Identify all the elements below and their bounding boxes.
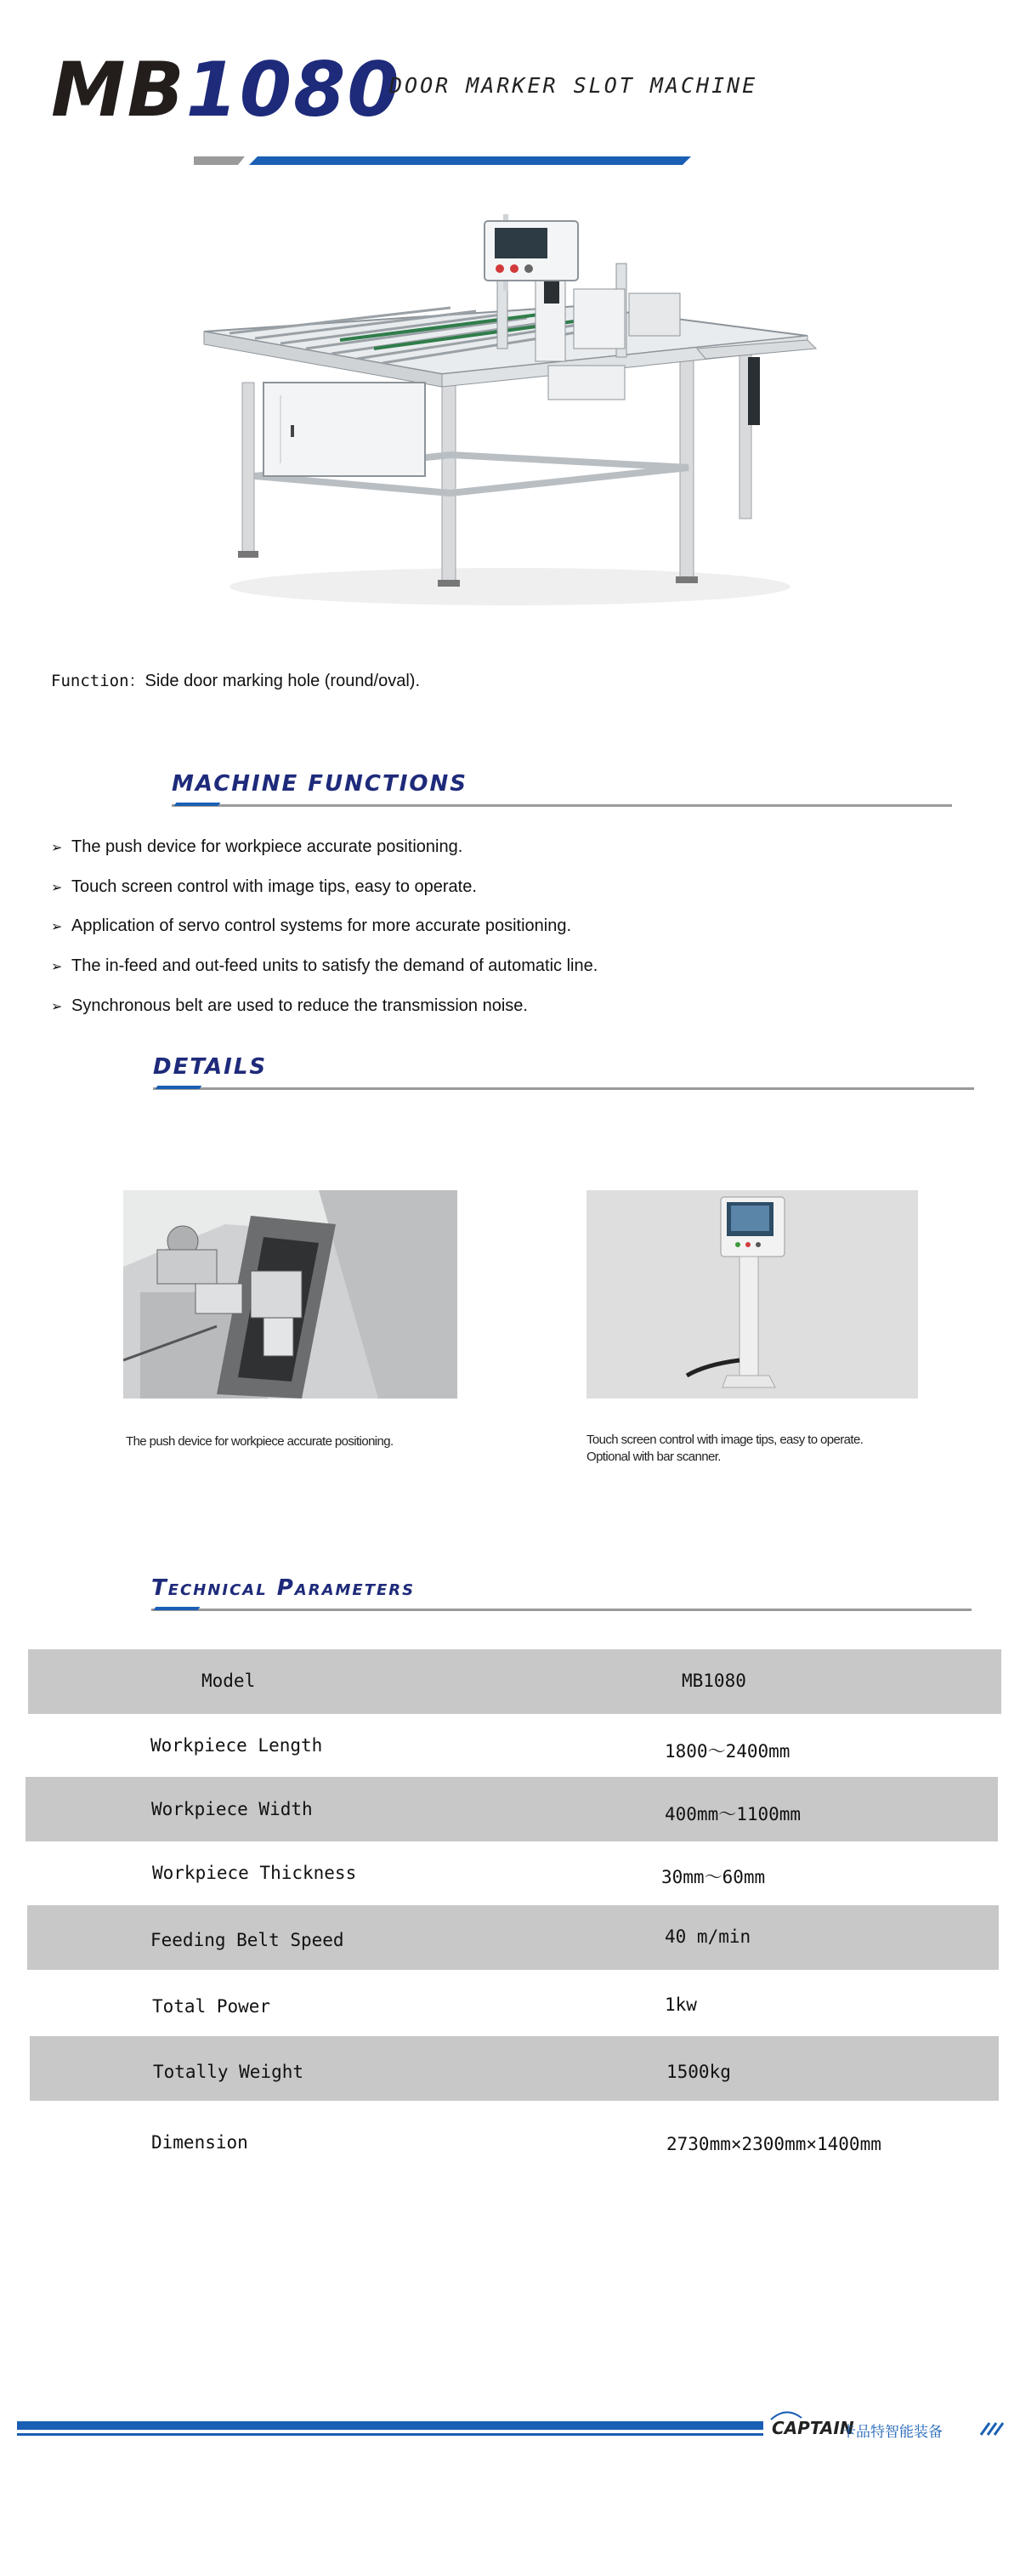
function-item: ➢ Application of servo control systems for more accurate positioning. bbox=[51, 916, 572, 935]
param-label: Workpiece Width bbox=[151, 1799, 313, 1819]
function-item: ➢ The push device for workpiece accurate positioning. bbox=[51, 837, 463, 856]
arrow-bullet-icon: ➢ bbox=[51, 920, 63, 934]
param-value: 2730mm×2300mm×1400mm bbox=[666, 2134, 881, 2154]
param-value: MB1080 bbox=[682, 1671, 746, 1691]
arrow-bullet-icon: ➢ bbox=[51, 881, 63, 895]
footer-bar bbox=[17, 2421, 763, 2430]
machine-functions-title: MACHINE FUNCTIONS bbox=[172, 771, 468, 797]
details-accent bbox=[156, 1086, 202, 1089]
header-stripe bbox=[194, 155, 704, 167]
technical-parameters-title: Technical Parameters bbox=[151, 1575, 416, 1601]
push-device-caption: The push device for workpiece accurate positioning. bbox=[126, 1434, 394, 1449]
push-device-photo bbox=[123, 1190, 457, 1399]
stripes-icon bbox=[978, 2421, 1008, 2437]
param-label: Workpiece Length bbox=[150, 1735, 323, 1756]
arrow-bullet-icon: ➢ bbox=[51, 960, 63, 974]
param-value: 40 m/min bbox=[665, 1926, 751, 1947]
machine-photo bbox=[196, 213, 824, 612]
param-value: 1kw bbox=[665, 1994, 697, 2015]
product-subtitle: DOOR MARKER SLOT MACHINE bbox=[389, 73, 758, 98]
function-description bbox=[51, 668, 420, 691]
param-label: Totally Weight bbox=[153, 2062, 304, 2082]
param-label: Total Power bbox=[152, 1996, 271, 2017]
function-item: ➢ Synchronous belt are used to reduce the transmission noise. bbox=[51, 996, 528, 1015]
function-text: Side door marking hole (round/oval). bbox=[144, 672, 421, 690]
param-value: 400mm～1100mm bbox=[665, 1804, 802, 1824]
param-label: Model bbox=[201, 1671, 256, 1691]
touch-screen-caption-line2: Optional with bar scanner. bbox=[586, 1450, 721, 1464]
details-title: DETAILS bbox=[153, 1054, 268, 1080]
param-value: 1500kg bbox=[666, 2062, 731, 2082]
brand-name: CAPTAIN bbox=[772, 2418, 854, 2438]
function-label: Function： bbox=[51, 672, 145, 690]
param-row bbox=[28, 1649, 1001, 1714]
brand-name-cn: 卡品特智能装备 bbox=[842, 2424, 943, 2440]
touch-screen-caption-line1: Touch screen control with image tips, easy to operate. bbox=[586, 1433, 864, 1447]
param-label: Dimension bbox=[151, 2132, 248, 2153]
param-label: Feeding Belt Speed bbox=[150, 1930, 344, 1950]
touch-screen-photo bbox=[586, 1190, 918, 1399]
arrow-bullet-icon: ➢ bbox=[51, 1000, 63, 1014]
machine-functions-accent bbox=[174, 803, 221, 806]
technical-parameters-accent bbox=[154, 1607, 201, 1610]
details-rule bbox=[153, 1087, 974, 1090]
machine-functions-rule bbox=[172, 804, 952, 807]
footer-bar-thin bbox=[17, 2433, 763, 2436]
arrow-bullet-icon: ➢ bbox=[51, 841, 63, 855]
header-stripe-graphic bbox=[194, 155, 704, 167]
model-prefix: MB bbox=[51, 46, 186, 133]
param-value: 1800～2400mm bbox=[665, 1741, 790, 1762]
model-title bbox=[51, 46, 401, 133]
function-item: ➢ Touch screen control with image tips, easy to operate. bbox=[51, 877, 477, 896]
param-value: 30mm～60mm bbox=[661, 1867, 766, 1887]
param-label: Workpiece Thickness bbox=[152, 1863, 357, 1883]
technical-parameters-rule bbox=[151, 1609, 972, 1611]
model-number: 1080 bbox=[185, 46, 401, 133]
function-item: ➢ The in-feed and out-feed units to satisfy the demand of automatic line. bbox=[51, 956, 598, 975]
